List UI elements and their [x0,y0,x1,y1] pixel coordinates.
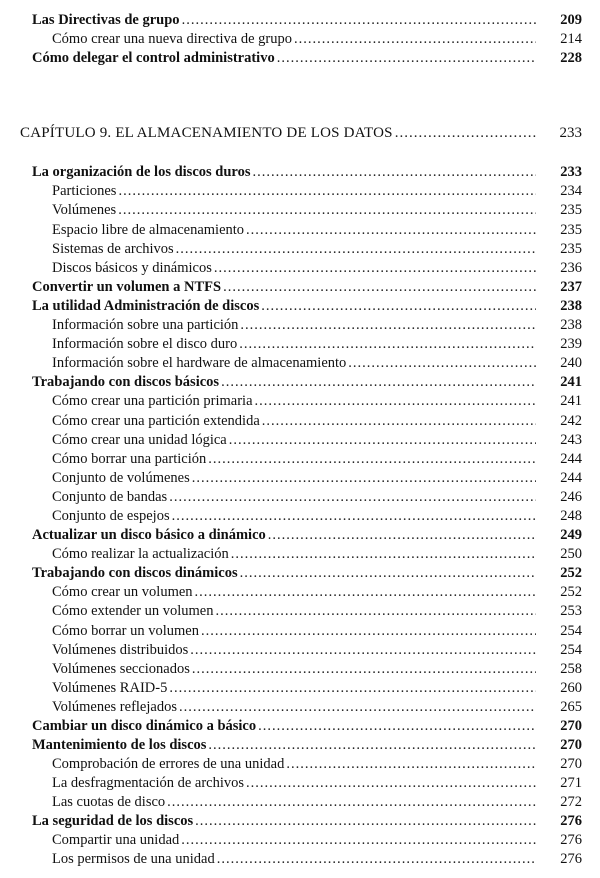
toc-entry [0,659,600,679]
toc-entry-page: 252 [560,565,582,581]
toc-entry [0,544,600,564]
toc-entry-title: Comprobación de errores de una unidad [52,756,285,772]
toc-entry-title: Conjunto de bandas [52,489,168,505]
toc-entry-title: Cómo crear una unidad lógica [52,432,227,448]
toc-entry-title: Conjunto de volúmenes [52,470,190,486]
toc-entry-page: 239 [560,336,582,352]
dot-leader [215,601,536,621]
toc-entry-page: 272 [560,794,582,810]
toc-entry [0,525,600,545]
toc-entry-title: Particiones [52,183,117,199]
toc-entry-page: 246 [560,489,582,505]
toc-entry-title: Espacio libre de almacenamiento [52,222,245,238]
toc-entry-page: 243 [560,432,582,448]
dot-leader [246,773,536,793]
dot-leader [169,678,536,698]
toc-entry-page: 235 [560,222,582,238]
toc-entry-page: 241 [560,374,582,390]
toc-entry-page: 209 [560,12,582,28]
toc-entry-title: Los permisos de una unidad [52,851,215,867]
toc-entry [0,220,600,240]
toc-entry-title: Cambiar un disco dinámico a básico [32,718,257,734]
toc-entry [0,773,600,793]
toc-entry-page: 253 [560,603,582,619]
dot-leader [262,411,536,431]
toc-entry-title: La organización de los discos duros [32,164,251,180]
dot-leader [246,220,536,240]
toc-entry-page: 228 [560,50,582,66]
toc-entry-title: Cómo borrar una partición [52,451,207,467]
toc-entry-title: Volúmenes [52,202,117,218]
toc-entry-title: Volúmenes RAID-5 [52,680,168,696]
dot-leader [118,181,536,201]
toc-entry [0,48,600,68]
toc-entry [0,830,600,850]
toc-entry-page: 235 [560,241,582,257]
toc-entry-page: 235 [560,202,582,218]
toc-entry-page: 252 [560,584,582,600]
toc-entry [0,200,600,220]
dot-leader [268,525,536,545]
toc-entry-title: Sistemas de archivos [52,241,174,257]
dot-leader [179,697,536,717]
chapter-title: CAPÍTULO 9. EL ALMACENAMIENTO DE LOS DATOS [20,125,393,141]
toc-entry-title: Cómo extender un volumen [52,603,214,619]
toc-entry-title: La seguridad de los discos [32,813,194,829]
toc-entry-page: 258 [560,661,582,677]
toc-entry-title: Información sobre el disco duro [52,336,238,352]
toc-entry-title: Volúmenes seccionados [52,661,190,677]
dot-leader [118,200,536,220]
toc-entry-page: 270 [560,756,582,772]
toc-entry-title: Volúmenes distribuidos [52,642,189,658]
toc-entry [0,29,600,49]
dot-leader [201,621,536,641]
dot-leader [190,640,536,660]
toc-entry-page: 276 [560,851,582,867]
toc-entry [0,430,600,450]
toc-entry-page: 270 [560,737,582,753]
dot-leader [261,296,536,316]
toc-entry-title: Trabajando con discos dinámicos [32,565,238,581]
dot-leader [258,716,536,736]
toc-entry [0,315,600,335]
toc-entry [0,411,600,431]
toc-entry-page: 214 [560,31,582,47]
toc-entry [0,506,600,526]
toc-entry [0,239,600,259]
toc-entry-title: Cómo crear una partición primaria [52,393,253,409]
toc-entry-page: 237 [560,279,582,295]
toc-entry [0,563,600,583]
dot-leader [181,830,536,850]
toc-entry [0,449,600,469]
toc-entry-page: 276 [560,813,582,829]
toc-entry-page: 242 [560,413,582,429]
toc-entry-title: Trabajando con discos básicos [32,374,220,390]
dot-leader [208,449,536,469]
toc-entry [0,678,600,698]
toc-entry-title: Cómo crear un volumen [52,584,193,600]
toc-entry-title: Cómo crear una nueva directiva de grupo [52,31,292,47]
toc-entry-page: 276 [560,832,582,848]
dot-leader [167,792,536,812]
toc-entry [0,296,600,316]
toc-entry-title: La desfragmentación de archivos [52,775,245,791]
toc-entry-title: Cómo borrar un volumen [52,623,199,639]
toc-entry-title: Cómo realizar la actualización [52,546,229,562]
chapter-page: 233 [559,125,582,141]
toc-entry-page: 241 [560,393,582,409]
toc-entry [0,468,600,488]
toc-entry-page: 270 [560,718,582,734]
dot-leader [252,162,536,182]
dot-leader [169,487,536,507]
toc-entry-title: La utilidad Administración de discos [32,298,260,314]
toc-entry-page: 234 [560,183,582,199]
dot-leader [195,811,536,831]
toc-entry [0,640,600,660]
toc-entry [0,372,600,392]
toc-entry [0,353,600,373]
dot-leader [239,334,536,354]
dot-leader [277,48,536,68]
toc-entry-page: 248 [560,508,582,524]
toc-entry-title: Cómo crear una partición extendida [52,413,260,429]
toc-entry [0,697,600,717]
toc-entry [0,258,600,278]
toc-entry-title: Volúmenes reflejados [52,699,177,715]
toc-entry [0,792,600,812]
dot-leader [176,239,536,259]
dot-leader [255,391,536,411]
toc-entry-title: Las cuotas de disco [52,794,166,810]
toc-entry [0,754,600,774]
toc-entry-title: Actualizar un disco básico a dinámico [32,527,266,543]
toc-entry-page: 254 [560,642,582,658]
toc-entry [0,181,600,201]
dot-leader [214,258,536,278]
dot-leader [172,506,536,526]
toc-entry-page: 260 [560,680,582,696]
toc-entry-title: Información sobre una partición [52,317,239,333]
toc-entry [0,10,600,30]
toc-entry [0,621,600,641]
dot-leader [192,659,536,679]
toc-entry [0,811,600,831]
toc-entry-title: Las Directivas de grupo [32,12,180,28]
toc-entry-title: Discos básicos y dinámicos [52,260,212,276]
dot-leader [221,372,536,392]
toc-entry [0,334,600,354]
toc-entry-page: 249 [560,527,582,543]
toc-entry [0,487,600,507]
toc-entry [0,277,600,297]
toc-entry-page: 244 [560,470,582,486]
dot-leader [240,315,536,335]
toc-entry-page: 238 [560,317,582,333]
toc-entry-title: Información sobre el hardware de almacenamiento [52,355,347,371]
toc-entry-page: 236 [560,260,582,276]
toc-entry-page: 265 [560,699,582,715]
dot-leader [217,849,536,869]
toc-entry [0,716,600,736]
toc-entry-page: 233 [560,164,582,180]
chapter-heading [0,123,600,143]
toc-entry [0,735,600,755]
dot-leader [348,353,536,373]
dot-leader [182,10,536,30]
dot-leader [395,123,536,143]
toc-entry-page: 244 [560,451,582,467]
dot-leader [208,735,536,755]
toc-entry-title: Mantenimiento de los discos [32,737,207,753]
toc-entry-page: 240 [560,355,582,371]
dot-leader [231,544,536,564]
toc-entry-title: Cómo delegar el control administrativo [32,50,275,66]
toc-entry-page: 250 [560,546,582,562]
toc-entry-title: Conjunto de espejos [52,508,170,524]
dot-leader [192,468,536,488]
toc-entry [0,601,600,621]
toc-entry-title: Convertir un volumen a NTFS [32,279,222,295]
dot-leader [229,430,536,450]
toc-entry [0,162,600,182]
toc-entry-title: Compartir una unidad [52,832,180,848]
toc-entry [0,391,600,411]
dot-leader [223,277,536,297]
toc-entry-page: 254 [560,623,582,639]
toc-entry-page: 238 [560,298,582,314]
dot-leader [294,29,536,49]
toc-entry [0,849,600,869]
toc-entry [0,582,600,602]
dot-leader [240,563,536,583]
toc-entry-page: 271 [560,775,582,791]
dot-leader [195,582,536,602]
dot-leader [286,754,536,774]
